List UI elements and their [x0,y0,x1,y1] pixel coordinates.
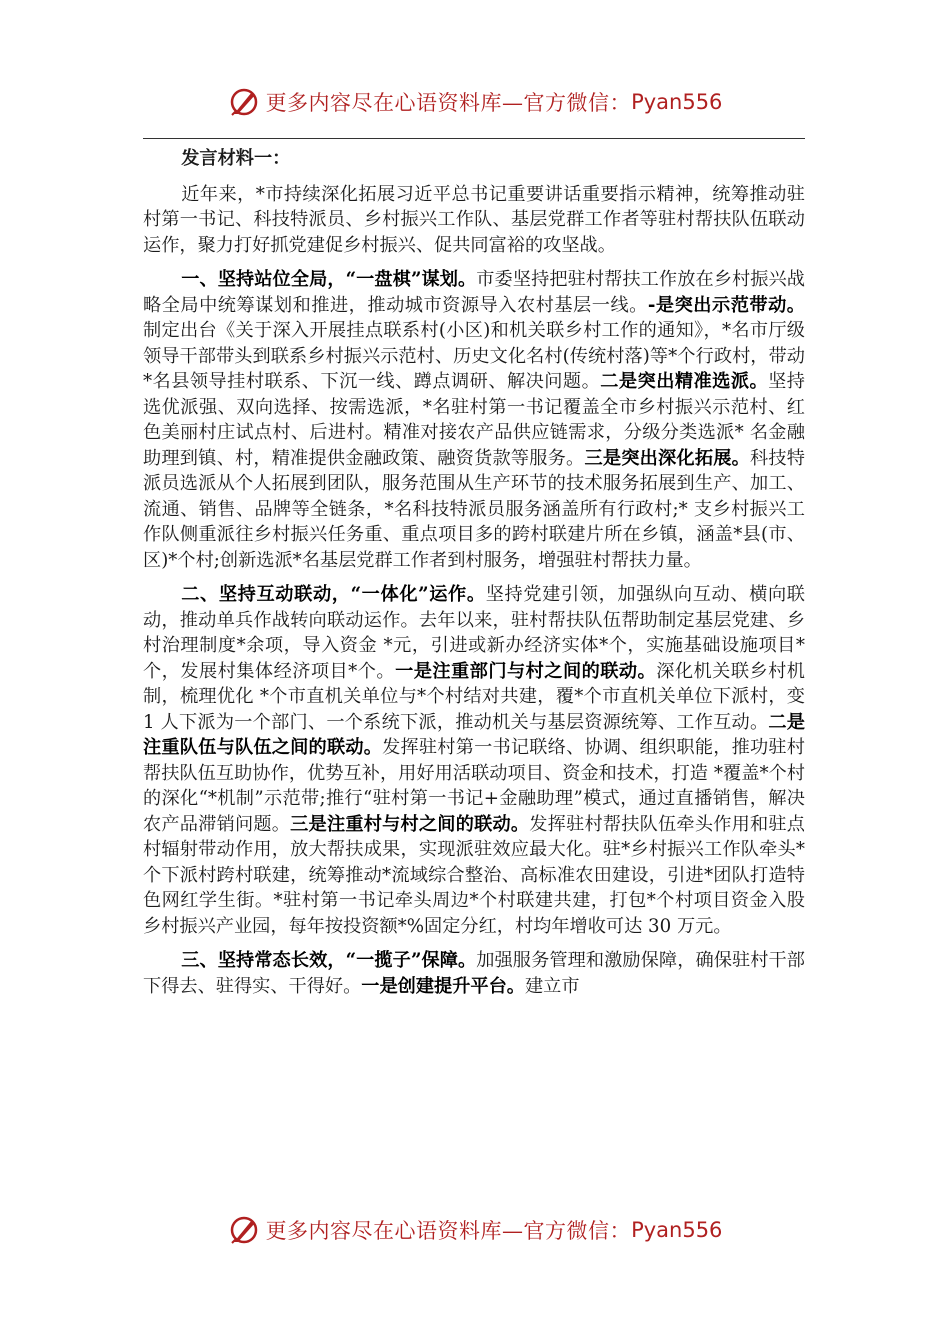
section-2-point-3-text: 发挥驻村帮扶队伍牵头作用和驻点村辐射带动作用，放大帮扶成果，实现派驻效应最大化。驻*乡村振兴工作队牵头*个下派村跨村联建，统筹推动*流域综合整治、高标准农田建设，引进*团队打造特色网红学生街。*驻村第一书记牵头周边*个村联建共建，打包*个村项目资金入股乡村振兴产业园，每年按投资额*%固定分红，村均年增收可达 30 万元。 [143,813,805,937]
quill-pen-icon [228,1214,260,1246]
intro-paragraph: 近年来，*市持续深化拓展习近平总书记重要讲话重要指示精神，统筹推动驻村第一书记、科技特派员、乡村振兴工作队、基层党群工作者等驻村帮扶队伍联动运作，聚力打好抓党建促乡村振兴、促共同富裕的攻坚战。 [143,183,805,256]
banner-text: 更多内容尽在心语资料库—官方微信： [265,91,632,115]
section-1-point-3-label: 三是突出深化拓展。 [584,447,750,469]
document-heading: 发言材料一： [181,148,291,169]
section-2-point-1-label: 一是注重部门与村之间的联动。 [395,660,657,682]
section-1-point-2-text: 坚持选优派强、双向选择、按需选派，*名驻村第一书记覆盖全市乡村振兴示范村、红色美丽村庄试点村、后进村。精准对接农产品供应链需求，分级分类选派* 名金融助理到镇、村，精准提供金融政策、融资货款等服务。 [143,371,805,469]
header-rule [143,138,805,139]
section-2-point-2-label: 二是注重队伍与队伍之间的联动。 [143,711,805,758]
section-1-title: 一、坚持站位全局，“一盘棋”谋划。 [181,269,477,290]
section-2-lead: 坚持党建引领，加强纵向互动、横向联动，推动单兵作战转向联动运作。去年以来，驻村帮扶队伍帮助制定基层党建、乡村治理制度*余项，导入资金 *元，引进或新办经济实体*个，实施基础设施项目*个，发展村集体经济项目*个。 [143,584,805,682]
document-body [143,146,805,1008]
section-3-point-1-text: 建立市 [524,975,580,997]
section-1-point-3-text: 科技特派员选派从个人拓展到团队，服务范围从生产环节的技术服务拓展到生产、加工、流通、销售、品牌等全链条，*名科技特派员服务涵盖所有行政村;* 支乡村振兴工作队侧重派往乡村振兴任务重、重点项目多的跨村联建片所在乡镇，涵盖*县(市、区)*个村;创新选派*名基层党群工作者到村服务，增强驻村帮扶力量。 [143,447,805,571]
section-1-lead: 市委坚持把驻村帮扶工作放在乡村振兴战略全局中统筹谋划和推进，推动城市资源导入农村基层一线。 [143,269,805,316]
section-1-point-1-label: -是突出示范带动。 [647,294,805,316]
section-1-paragraph [143,267,805,573]
banner-wechat-id: Pyan556 [631,90,723,114]
section-3-title: 三、坚持常态长效，“一揽子”保障。 [181,950,477,971]
section-1-point-2-label: 二是突出精准选派。 [600,371,769,392]
section-3-paragraph [143,948,805,999]
section-2-point-1-text: 深化机关联乡村机制，梳理优化 *个市直机关单位与*个村结对共建，覆*个市直机关单位下派村，变 1 人下派为一个部门、一个系统下派，推动机关与基层资源统筹、工作互动。 [143,660,805,733]
section-2-title: 二、坚持互动联动，“一体化”运作。 [181,584,486,605]
section-2-paragraph [143,582,805,939]
section-2-point-3-label: 三是注重村与村之间的联动。 [290,813,530,835]
header-banner [0,82,950,122]
section-1-point-1-text: 制定出台《关于深入开展挂点联系村(小区)和机关联乡村工作的通知》，*名市厅级领导干部带头到联系乡村振兴示范村、历史文化名村(传统村落)等*个行政村，带动*名县领导挂村联系、下沉一线、蹲点调研、解决问题。 [143,320,805,392]
section-3-lead: 加强服务管理和激励保障，确保驻村干部下得去、驻得实、干得好。 [143,950,805,997]
section-2-point-2-text: 发挥驻村第一书记联络、协调、组织职能，推功驻村帮扶队伍互助协作，优势互补，用好用活联动项目、资金和技术，打造 *覆盖*个村的深化“*机制”示范带;推行“驻村第一书记+金融助理”模式，通过直播销售，解决农产品滞销问题。 [143,737,805,835]
quill-pen-icon [228,86,260,118]
footer-banner-text: 更多内容尽在心语资料库—官方微信： [265,1219,632,1243]
footer-banner-wechat-id: Pyan556 [631,1218,723,1242]
footer-banner [0,1210,950,1250]
section-3-point-1-label: 一是创建提升平台。 [361,975,525,997]
